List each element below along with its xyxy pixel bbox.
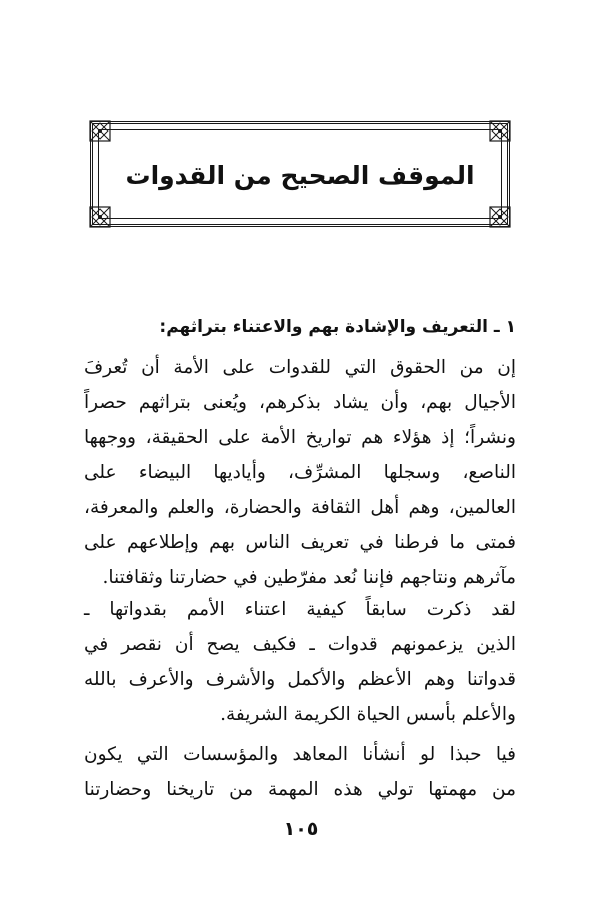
text-line: إن من الحقوق التي للقدوات على الأمة أن تُعرفَ [84, 357, 516, 378]
text-line: الأجيال بهم، وأن يشاد بذكرهم، ويُعنى بتراثهم حصراً [84, 392, 516, 413]
text-line: فمتى ما فرطنا في تعريف الناس بهم وإطلاعهم على [84, 532, 516, 553]
chapter-title: الموقف الصحيح من القدوات [125, 161, 475, 190]
text-line: العالمين، وهم أهل الثقافة والحضارة، والعلم والمعرفة، [84, 497, 516, 518]
text-line: والأعلم بأسس الحياة الكريمة الشريفة. [220, 704, 516, 725]
section-heading: ١ ـ التعريف والإشادة بهم والاعتناء بتراثهم: [159, 317, 516, 337]
title-frame [90, 121, 510, 227]
text-line: لقد ذكرت سابقاً كيفية اعتناء الأمم بقدواتها ـ [84, 599, 516, 620]
corner-ornament-icon [489, 206, 511, 228]
text-line: قدواتنا وهم الأعظم والأكمل والأشرف والأعرف بالله [84, 669, 516, 690]
text-line: مآثرهم ونتاجهم فإننا نُعد مفرّطين في حضارتنا وثقافتنا. [102, 567, 516, 588]
corner-ornament-icon [89, 120, 111, 142]
text-line: الذين يزعمونهم قدوات ـ فكيف يصح أن نقصر في [84, 634, 516, 655]
paragraph-1 [84, 350, 516, 595]
paragraph-2 [84, 592, 516, 732]
text-line: فيا حبذا لو أنشأنا المعاهد والمؤسسات التي يكون [84, 744, 517, 765]
corner-ornament-icon [489, 120, 511, 142]
corner-ornament-icon [89, 206, 111, 228]
text-line: ونشراً؛ إذ هؤلاء هم تواريخ الأمة على الحقيقة، ووجهها [84, 427, 516, 448]
text-line: من مهمتها تولي هذه المهمة من تاريخنا وحضارتنا [84, 779, 516, 800]
text-line: الناصع، وسجلها المشرِّف، وأياديها البيضاء على [84, 462, 516, 483]
page-number: ١٠٥ [283, 818, 319, 840]
paragraph-3 [84, 737, 516, 807]
